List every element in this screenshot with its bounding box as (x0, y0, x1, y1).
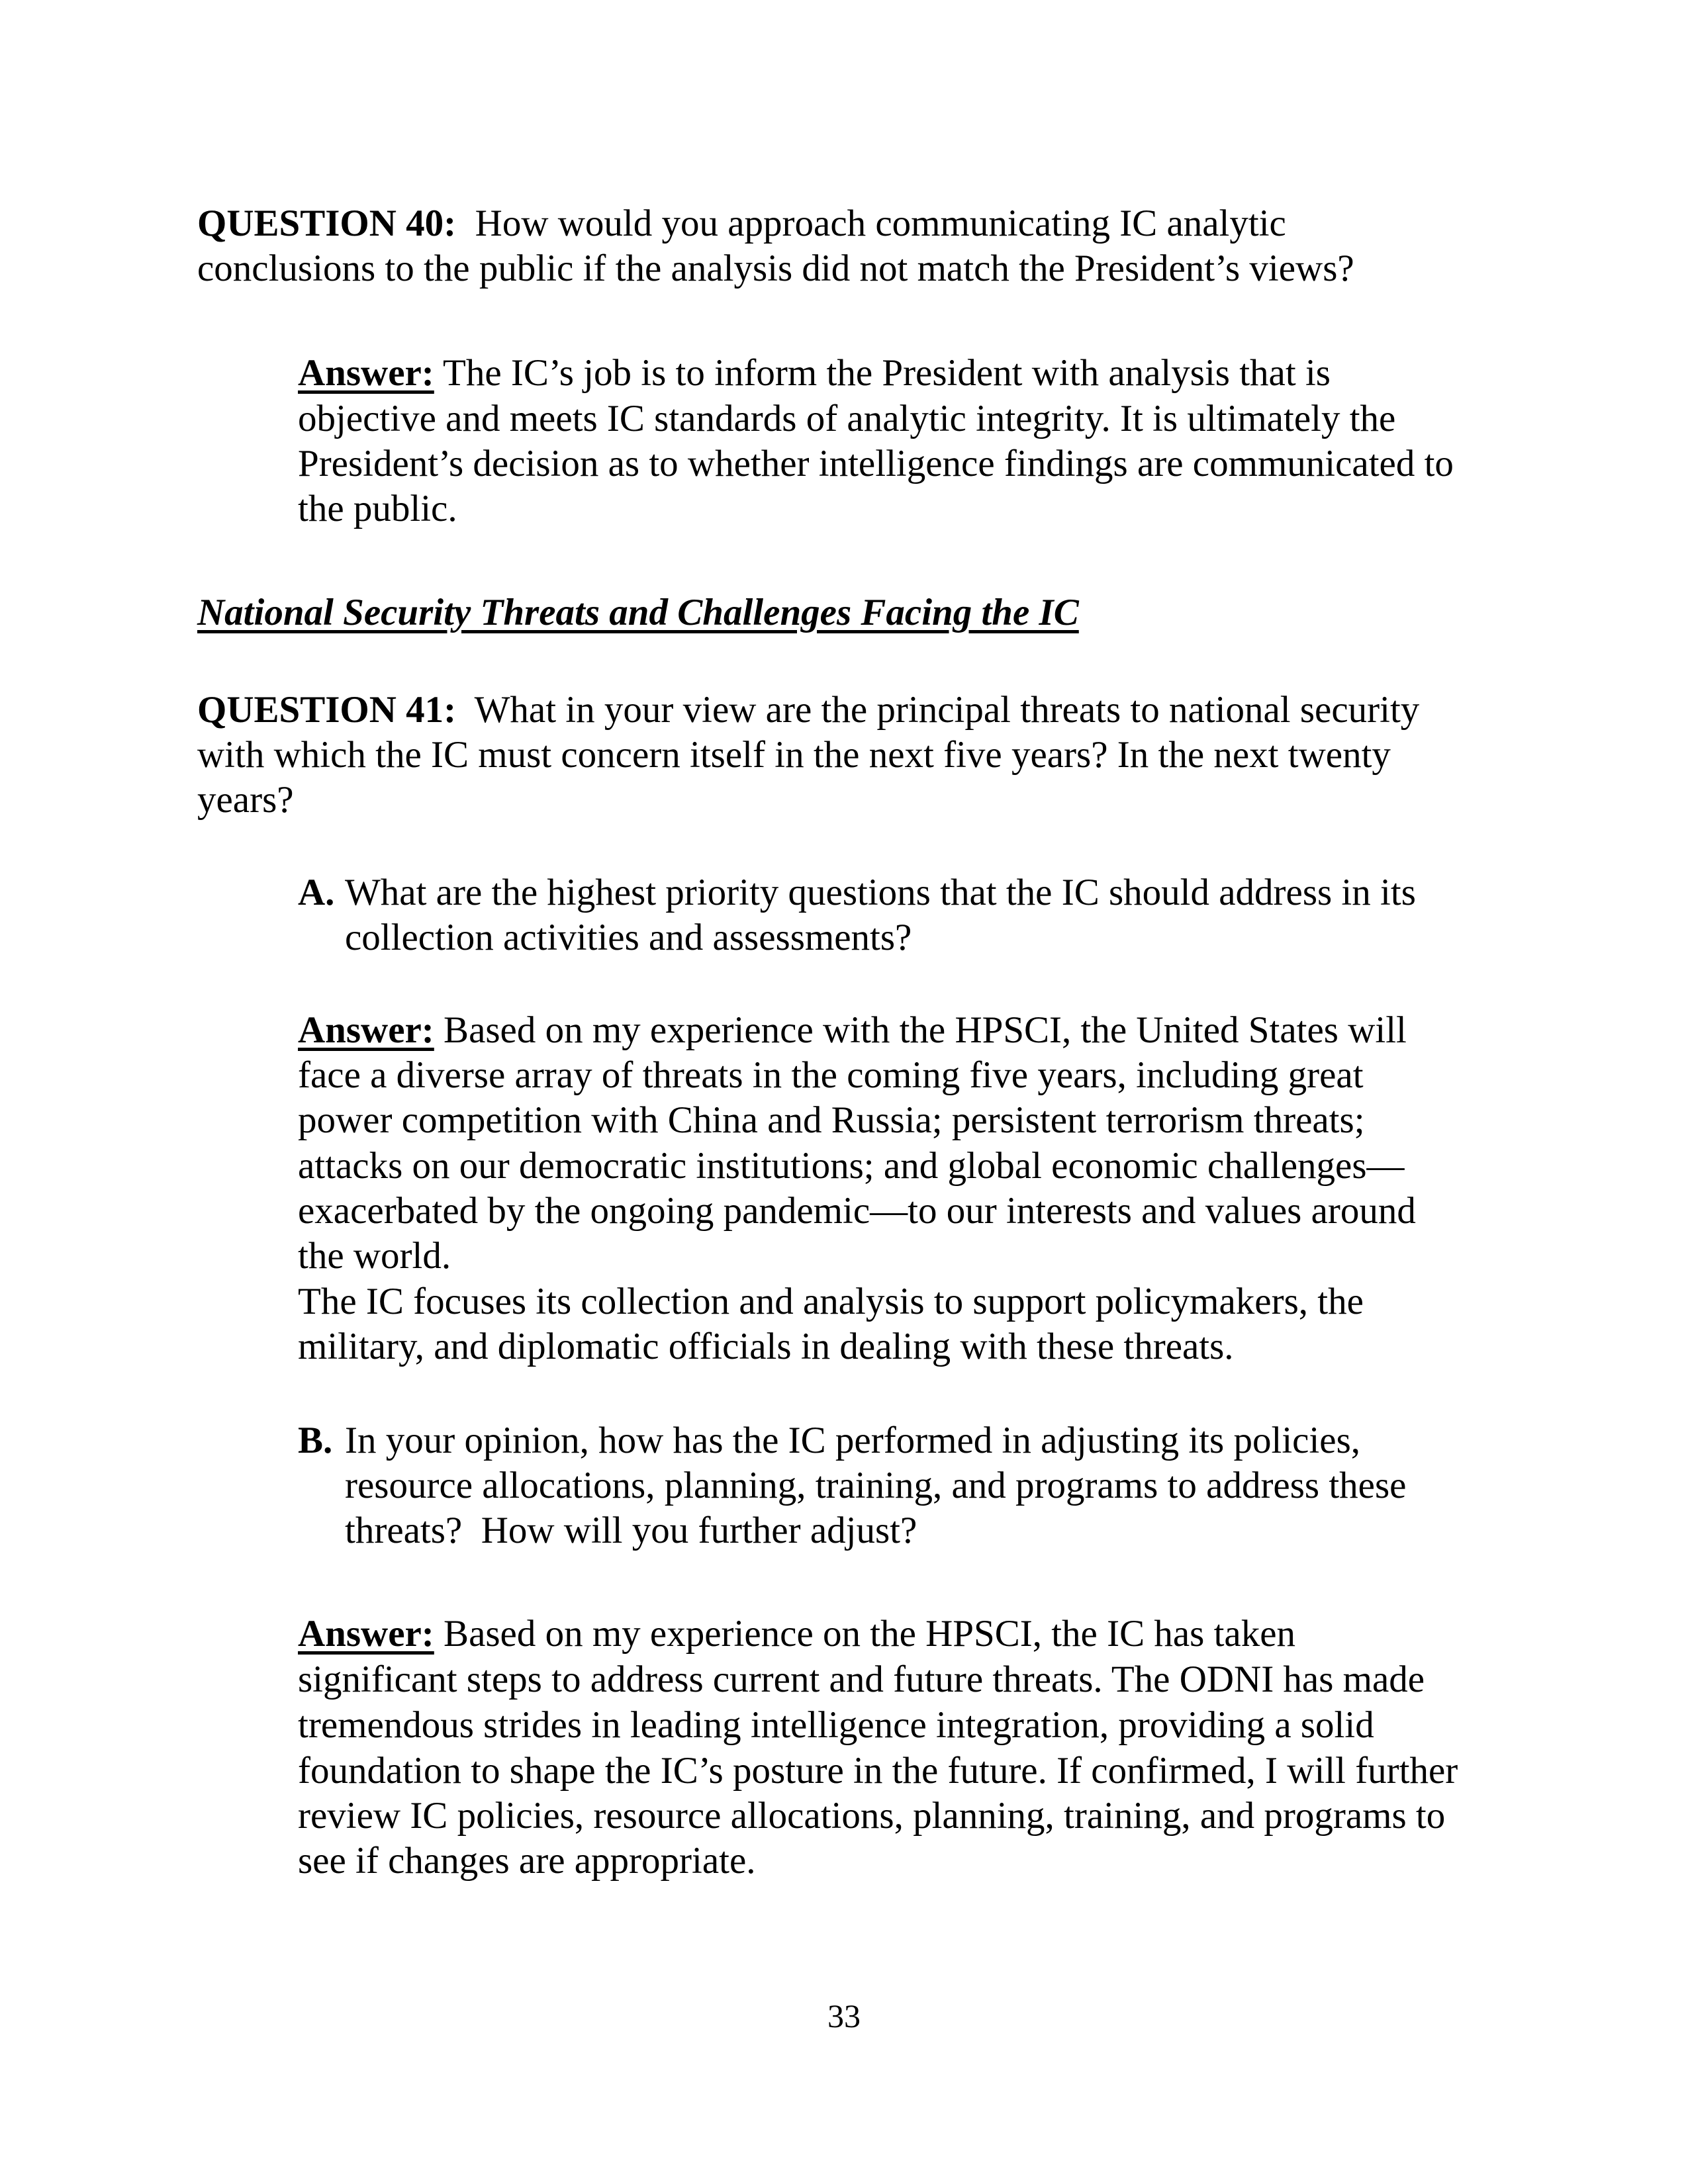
answer-41a-line-8: military, and diplomatic officials in dealing with these threats. (298, 1326, 1234, 1367)
answer-40-text: The IC’s job is to inform the President with analysis that is (434, 352, 1331, 394)
question-41-label: QUESTION 41: (197, 689, 457, 731)
question-40-label: QUESTION 40: (197, 203, 457, 244)
answer-40-line-4: the public. (298, 488, 457, 529)
answer-41b-line-1 (298, 1615, 1295, 1653)
answer-40-line-1 (298, 354, 1331, 392)
answer-41b-line-3: tremendous strides in leading intelligence integration, providing a solid (298, 1704, 1374, 1746)
question-40-text: How would you approach communicating IC analytic (456, 203, 1286, 244)
answer-41a-line-7: The IC focuses its collection and analysis to support policymakers, the (298, 1281, 1364, 1322)
part-b-line-2: resource allocations, planning, training, and programs to address these (345, 1465, 1407, 1506)
part-a-line-1: What are the highest priority questions that the IC should address in its (345, 872, 1416, 913)
answer-40-line-2: objective and meets IC standards of analytic integrity. It is ultimately the (298, 398, 1396, 439)
part-a-line-2: collection activities and assessments? (345, 917, 912, 958)
answer-41b-line-2: significant steps to address current and future threats. The ODNI has made (298, 1659, 1425, 1700)
answer-41a-line-1 (298, 1011, 1407, 1049)
answer-41a-line-3: power competition with China and Russia; persistent terrorism threats; (298, 1099, 1365, 1141)
answer-41a-line-5: exacerbated by the ongoing pandemic—to our interests and values around (298, 1190, 1416, 1232)
part-b-line-3: threats? How will you further adjust? (345, 1510, 917, 1551)
answer-41b-line-4: foundation to shape the IC’s posture in the future. If confirmed, I will further (298, 1750, 1458, 1792)
answer-label: Answer: (298, 1009, 434, 1051)
answer-41a-text: Based on my experience with the HPSCI, the United States will (434, 1009, 1407, 1051)
question-40-line-2: conclusions to the public if the analysis did not match the President’s views? (197, 248, 1354, 289)
answer-label: Answer: (298, 1613, 434, 1655)
answer-41a-line-2: face a diverse array of threats in the coming five years, including great (298, 1054, 1364, 1096)
answer-41a-line-6: the world. (298, 1235, 451, 1277)
answer-41b-line-6: see if changes are appropriate. (298, 1840, 756, 1882)
answer-41b-text: Based on my experience on the HPSCI, the IC has taken (434, 1613, 1295, 1655)
page-number: 33 (827, 1997, 861, 2034)
question-41-text: What in your view are the principal threats to national security (456, 689, 1420, 731)
part-b-line-1: In your opinion, how has the IC performed in adjusting its policies, (345, 1420, 1361, 1461)
section-heading: National Security Threats and Challenges Facing the IC (197, 592, 1079, 633)
question-41-line-3: years? (197, 779, 294, 821)
answer-41a-line-4: attacks on our democratic institutions; and global economic challenges— (298, 1145, 1405, 1187)
question-41-line-1 (197, 691, 1419, 729)
part-b-marker: B. (298, 1420, 333, 1461)
answer-41b-line-5: review IC policies, resource allocations, planning, training, and programs to (298, 1795, 1446, 1837)
answer-label: Answer: (298, 352, 434, 394)
question-41-line-2: with which the IC must concern itself in the next five years? In the next twenty (197, 734, 1391, 776)
answer-40-line-3: President’s decision as to whether intelligence findings are communicated to (298, 443, 1454, 484)
part-a-marker: A. (298, 872, 335, 913)
question-40-line-1 (197, 205, 1286, 242)
